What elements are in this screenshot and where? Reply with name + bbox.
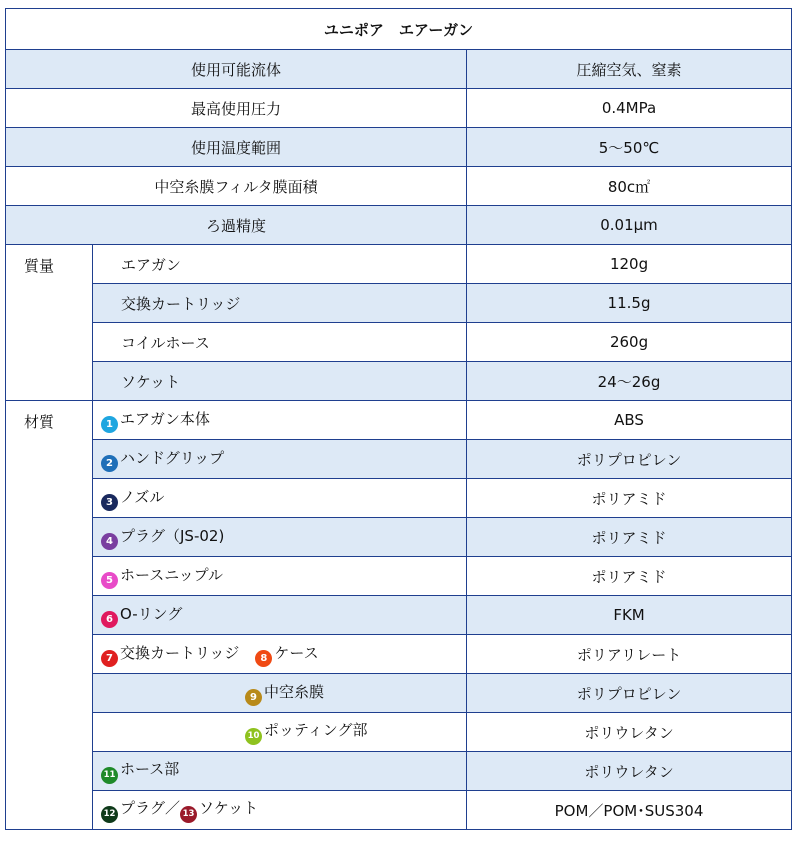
spec-row-filtration — [6, 206, 792, 245]
material-name: ポッティング部 — [264, 721, 368, 739]
material-name: エアガン本体 — [120, 409, 210, 428]
material-item-label — [93, 713, 467, 752]
number-badge: 2 — [101, 455, 118, 472]
material-item-value: ABS — [467, 401, 792, 440]
spec-row-fluid — [6, 50, 792, 89]
material-item-label — [93, 674, 467, 713]
material-item-label — [93, 596, 467, 635]
mass-item-label: 交換カートリッジ — [93, 284, 467, 323]
number-badge: 5 — [101, 572, 118, 589]
spec-value: 0.4MPa — [467, 89, 792, 128]
spec-value: 0.01μm — [467, 206, 792, 245]
material-row — [6, 518, 792, 557]
mass-group-label: 質量 — [6, 245, 93, 401]
spec-label: 中空糸膜フィルタ膜面積 — [6, 167, 467, 206]
spec-label: ろ過精度 — [6, 206, 467, 245]
mass-row — [6, 323, 792, 362]
material-name: ハンドグリップ — [120, 448, 225, 467]
mass-item-value: 11.5g — [467, 284, 792, 323]
material-item-label — [93, 479, 467, 518]
material-item-value: ポリアミド — [467, 479, 792, 518]
number-badge: 3 — [101, 494, 118, 511]
material-name: プラグ（JS-02) — [120, 526, 225, 545]
material-item-value: ポリアミド — [467, 557, 792, 596]
material-group-label: 材質 — [6, 401, 93, 830]
mass-item-label: ソケット — [93, 362, 467, 401]
number-badge: 1 — [101, 416, 118, 433]
spec-value: 圧縮空気、窒素 — [467, 50, 792, 89]
material-row — [6, 596, 792, 635]
material-name: 交換カートリッジ — [120, 643, 240, 662]
material-row — [6, 635, 792, 674]
material-item-label — [93, 752, 467, 791]
spec-row-temperature — [6, 128, 792, 167]
material-item-value: ポリウレタン — [467, 752, 792, 791]
material-item-value: ポリプロピレン — [467, 674, 792, 713]
material-row — [6, 557, 792, 596]
material-item-label — [93, 440, 467, 479]
number-badge: 10 — [245, 728, 262, 745]
spec-row-pressure — [6, 89, 792, 128]
number-badge: 4 — [101, 533, 118, 550]
material-item-value: ポリアミド — [467, 518, 792, 557]
material-item-label — [93, 518, 467, 557]
material-name: 中空糸膜 — [264, 682, 325, 701]
material-item-value: POM／POM･SUS304 — [467, 791, 792, 830]
mass-item-label: エアガン — [93, 245, 467, 284]
spec-value: 80c㎡ — [467, 167, 792, 206]
number-badge: 6 — [101, 611, 118, 628]
table-title: ユニポア エアーガン — [6, 9, 792, 50]
title-row — [6, 9, 792, 50]
material-row — [6, 674, 792, 713]
spec-table — [5, 8, 792, 830]
spec-label: 最高使用圧力 — [6, 89, 467, 128]
mass-item-label: コイルホース — [93, 323, 467, 362]
spec-value: 5～50℃ — [467, 128, 792, 167]
material-row — [6, 401, 792, 440]
material-item-label — [93, 401, 467, 440]
material-row — [6, 752, 792, 791]
number-badge: 13 — [180, 806, 197, 823]
material-row — [6, 713, 792, 752]
material-item-label — [93, 635, 467, 674]
material-item-label — [93, 791, 467, 830]
mass-row — [6, 362, 792, 401]
material-name: ホース部 — [120, 760, 180, 778]
material-name: ソケット — [199, 799, 259, 817]
material-name: プラグ／ — [120, 799, 181, 817]
material-item-value: ポリウレタン — [467, 713, 792, 752]
number-badge: 12 — [101, 806, 118, 823]
material-name: ノズル — [120, 487, 165, 506]
material-item-value: FKM — [467, 596, 792, 635]
spec-label: 使用温度範囲 — [6, 128, 467, 167]
number-badge: 9 — [245, 689, 262, 706]
material-item-value: ポリプロピレン — [467, 440, 792, 479]
material-item-value: ポリアリレート — [467, 635, 792, 674]
mass-row — [6, 284, 792, 323]
material-name: ケース — [274, 643, 319, 662]
material-row — [6, 479, 792, 518]
material-item-label — [93, 557, 467, 596]
mass-row — [6, 245, 792, 284]
material-row — [6, 791, 792, 830]
spec-label: 使用可能流体 — [6, 50, 467, 89]
mass-item-value: 120g — [467, 245, 792, 284]
mass-item-value: 260g — [467, 323, 792, 362]
mass-item-value: 24～26g — [467, 362, 792, 401]
spec-row-membrane-area — [6, 167, 792, 206]
number-badge: 7 — [101, 650, 118, 667]
material-row — [6, 440, 792, 479]
material-name: O-リング — [120, 604, 183, 623]
number-badge: 11 — [101, 767, 118, 784]
material-name: ホースニップル — [120, 565, 224, 584]
number-badge: 8 — [255, 650, 272, 667]
